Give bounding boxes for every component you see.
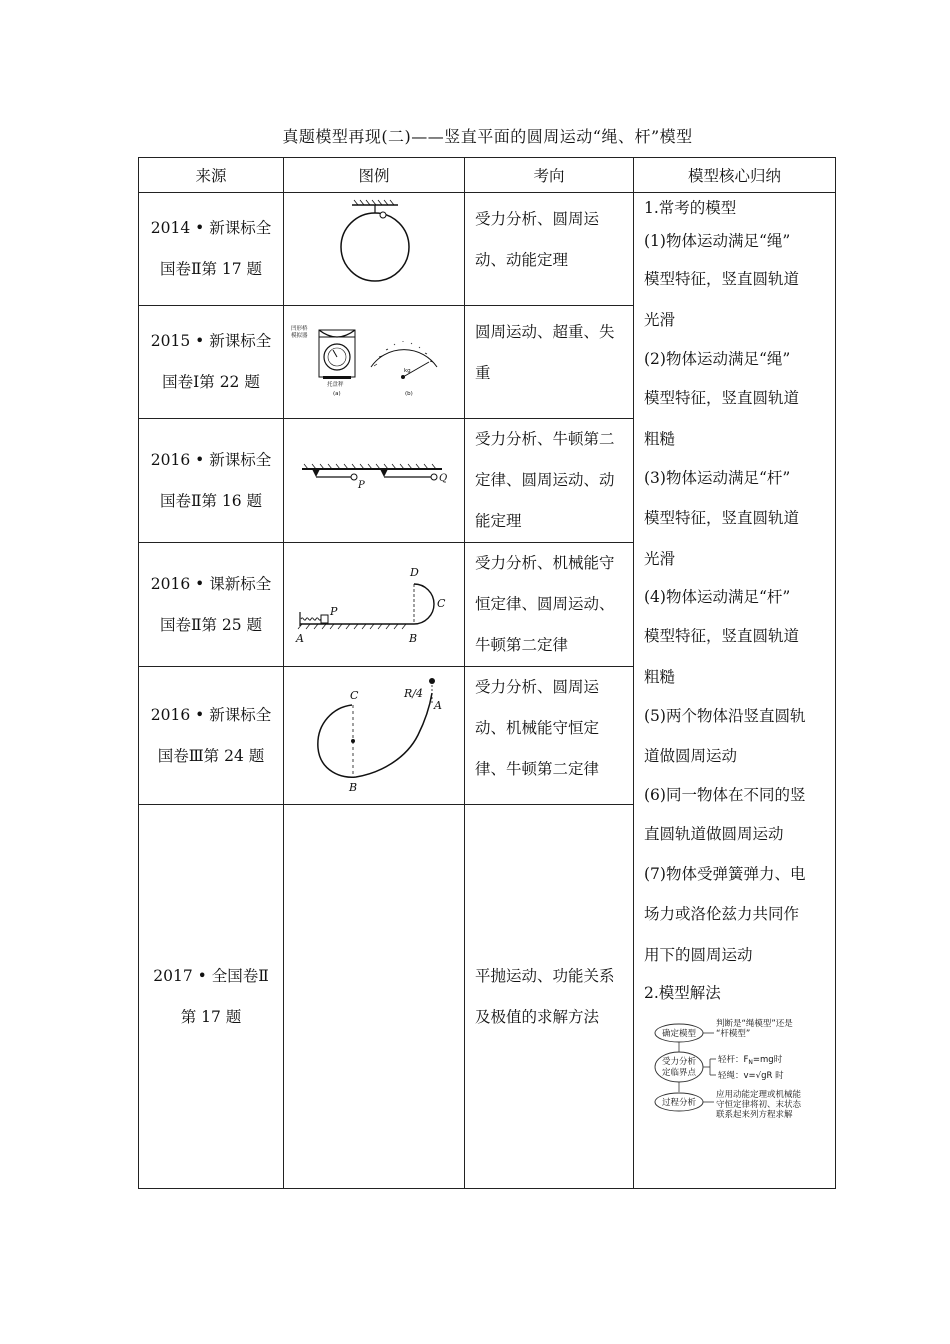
svg-text:A: A: [295, 631, 304, 645]
svg-text:联系起来列方程求解: 联系起来列方程求解: [716, 1110, 793, 1120]
summary-cell: [634, 193, 836, 1189]
summary-line: 用下的圆周运动: [644, 946, 753, 964]
source-cell: 2016 • 新课标全 国卷Ⅱ第 16 题: [139, 419, 284, 543]
svg-text:Q: Q: [439, 472, 448, 484]
bridge-scale-figure: [289, 322, 459, 402]
summary-line: 模型特征，竖直圆轨道: [644, 389, 800, 407]
summary-line: 场力或洛伦兹力共同作: [644, 905, 800, 923]
header-source: 来源: [139, 158, 284, 193]
source-cell: 2017 • 全国卷Ⅱ 第 17 题: [139, 805, 284, 1189]
summary-line: (5)两个物体沿竖直圆轨: [644, 707, 806, 725]
solution-flowchart: [644, 1015, 824, 1133]
circle-loop-figure: [314, 199, 434, 299]
summary-line: (4)物体运动满足“杆”: [644, 588, 791, 606]
flow-step-2: 受力分析: [661, 1057, 697, 1067]
figure-cell-empty: [284, 805, 465, 1189]
summary-line: (2)物体运动满足“绳”: [644, 350, 791, 368]
svg-text:判断是“绳模型”还是: 判断是“绳模型”还是: [716, 1019, 793, 1029]
svg-text:凹形桥: 凹形桥: [291, 326, 308, 332]
pendulum-pair-figure: [294, 461, 454, 501]
summary-line: 2.模型解法: [644, 984, 721, 1002]
svg-text:“杆模型”: “杆模型”: [716, 1029, 751, 1039]
summary-line: 模型特征，竖直圆轨道: [644, 627, 800, 645]
summary-line: (1)物体运动满足“绳”: [644, 232, 791, 250]
svg-text:守恒定律将初、末状态: 守恒定律将初、末状态: [716, 1100, 802, 1110]
summary-line: 粗糙: [644, 668, 676, 686]
summary-line: 模型特征，竖直圆轨道: [644, 270, 800, 288]
svg-text:模拟器: 模拟器: [291, 333, 308, 339]
summary-line: 粗糙: [644, 430, 676, 448]
svg-text:D: D: [409, 565, 419, 579]
svg-text:C: C: [350, 689, 359, 702]
table-header-row: [139, 158, 836, 193]
direction-cell: 受力分析、机械能守 恒定律、圆周运动、 牛顿第二定律: [465, 543, 634, 667]
summary-line: 光滑: [644, 311, 676, 329]
source-cell: 2016 • 新课标全 国卷Ⅲ第 24 题: [139, 667, 284, 805]
figure-cell: [284, 667, 465, 805]
direction-cell: 受力分析、牛顿第二 定律、圆周运动、动 能定理: [465, 419, 634, 543]
summary-line: 道做圆周运动: [644, 747, 738, 765]
model-table: [138, 157, 836, 1189]
svg-text:(a): (a): [333, 391, 341, 397]
direction-cell: 圆周运动、超重、失 重: [465, 306, 634, 419]
svg-text:A: A: [434, 699, 442, 712]
svg-text:B: B: [408, 631, 417, 645]
svg-text:托盘秤: 托盘秤: [327, 382, 344, 388]
svg-text:P: P: [358, 479, 365, 491]
svg-text:轻杆：FN=mg时: 轻杆：$F_N=mg$时: [718, 1055, 783, 1066]
svg-text:kg: kg: [404, 368, 411, 374]
svg-text:轻绳：v=√gR 时: 轻绳：v=√gR 时: [718, 1071, 784, 1081]
svg-text:B: B: [349, 781, 358, 794]
table-row: [139, 193, 836, 306]
svg-text:R/4: R/4: [404, 687, 423, 700]
figure-cell: [284, 306, 465, 419]
summary-line: 模型特征，竖直圆轨道: [644, 509, 800, 527]
figure-cell: [284, 543, 465, 667]
summary-line: 直圆轨道做圆周运动: [644, 825, 784, 843]
figure-cell: [284, 419, 465, 543]
summary-line: (7)物体受弹簧弹力、电: [644, 865, 806, 883]
spring-track-figure: [292, 560, 457, 650]
figure-cell: [284, 193, 465, 306]
direction-cell: 受力分析、圆周运 动、机械能守恒定 律、牛顿第二定律: [465, 667, 634, 805]
source-cell: 2015 • 新课标全 国卷Ⅰ第 22 题: [139, 306, 284, 419]
header-summary: 模型核心归纳: [634, 158, 836, 193]
flow-step-3: 过程分析: [661, 1098, 697, 1108]
svg-text:应用动能定理或机械能: 应用动能定理或机械能: [716, 1090, 802, 1100]
summary-line: (3)物体运动满足“杆”: [644, 469, 791, 487]
svg-text:定临界点: 定临界点: [661, 1068, 697, 1078]
svg-text:P: P: [329, 604, 337, 618]
header-direction: 考向: [465, 158, 634, 193]
header-figure: 图例: [284, 158, 465, 193]
direction-cell: 受力分析、圆周运 动、动能定理: [465, 193, 634, 306]
summary-line: (6)同一物体在不同的竖: [644, 786, 806, 804]
direction-cell: 平抛运动、功能关系 及极值的求解方法: [465, 805, 634, 1189]
summary-line: 1.常考的模型: [644, 199, 737, 217]
source-cell: 2014 • 新课标全 国卷Ⅱ第 17 题: [139, 193, 284, 306]
svg-text:(b): (b): [405, 391, 413, 397]
page-title: 真题模型再现(二)——竖直平面的圆周运动“绳、杆”模型: [282, 127, 693, 146]
summary-line: 光滑: [644, 550, 676, 568]
source-cell: 2016 • 课新标全 国卷Ⅱ第 25 题: [139, 543, 284, 667]
svg-text:C: C: [436, 596, 445, 610]
flow-step-1: 确定模型: [661, 1029, 697, 1039]
curved-track-figure: [294, 673, 454, 798]
